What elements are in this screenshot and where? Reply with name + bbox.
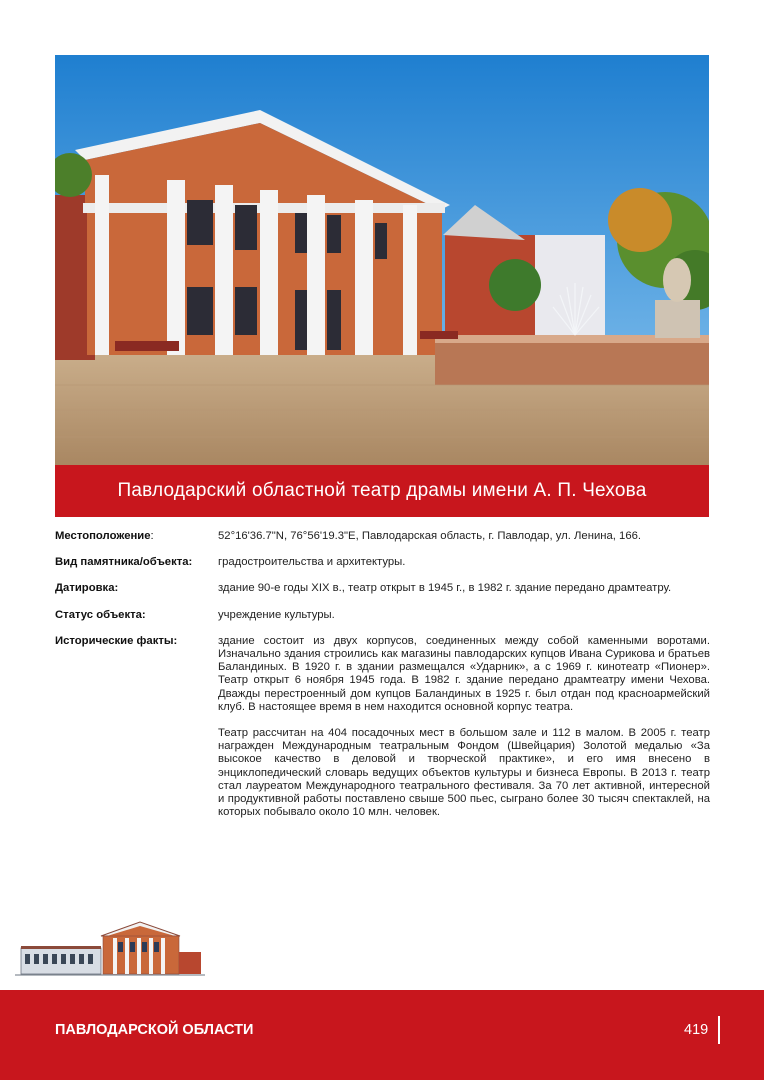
theatre-building-photo-icon	[55, 55, 709, 465]
facts-paragraph: Театр рассчитан на 404 посадочных мест в большом зале и 112 в малом. В 2005 г. театр награжден Международным театральным Фондом (Швейцария) Золотой медалью «За высокое качество в деловой и творческой практике», и его имя внесено в энциклопедический словарь ведущих объектов культуры и бизнеса Европы. В 2013 г. театр стал лауреатом Международного театрального фестиваля. За 70 лет активной, интересной и продуктивной работы поставлено свыше 500 пьес, сыграно более 30 тысяч спектаклей, на которых побывало около 10 млн. человек.	[218, 727, 710, 819]
page-divider	[718, 1016, 720, 1044]
field-label: Вид памятника/объекта:	[55, 556, 193, 569]
object-title: Павлодарский областной театр драмы имени А. П. Чехова	[117, 480, 647, 501]
field-value	[218, 635, 710, 820]
field-label	[55, 530, 218, 543]
title-band	[55, 465, 709, 517]
field-dating	[55, 582, 710, 595]
facts-paragraph: здание состоит из двух корпусов, соединенных между собой каменными воротами. Изначально здания строились как магазины павлодарских купцов Ивана Сурикова и братьев Баландиных. В 1920 г. в здании размещался «Ударник», а с 1969 г. кинотеатр «Пионер». Театр открыт 6 ноября 1945 года. В 1982 г. здание передано драмтеатру имени Чехова. Дважды перестроенный дом купцов Баландиных в 1925 г. был отдан под красноармейский клуб. В настоящее время в нем находится основной корпус театра.	[218, 634, 710, 713]
field-value: градостроительства и архитектуры.	[218, 556, 406, 569]
theatre-logo	[15, 918, 205, 980]
field-label-suffix: :	[150, 530, 154, 542]
field-label: Датировка:	[55, 582, 119, 595]
field-status	[55, 609, 710, 622]
field-label-text: Местоположение	[55, 530, 151, 542]
field-label: Статус объекта:	[55, 608, 146, 621]
field-value: 52°16'36.7"N, 76°56'19.3"E, Павлодарская область, г. Павлодар, ул. Ленина, 166.	[218, 530, 642, 542]
page-number: 419	[684, 1022, 709, 1038]
theatre-photo	[55, 55, 709, 465]
field-location	[55, 530, 710, 543]
field-historical-facts	[55, 635, 710, 820]
field-value: учреждение культуры.	[218, 608, 335, 621]
field-type	[55, 556, 710, 569]
object-info	[55, 530, 710, 832]
field-label: Исторические факты:	[55, 634, 178, 647]
field-value: здание 90-е годы XIX в., театр открыт в 1945 г., в 1982 г. здание передано драмтеатру.	[218, 582, 672, 595]
theatre-sketch-logo-icon	[15, 918, 205, 980]
footer-title: ПАВЛОДАРСКОЙ ОБЛАСТИ	[55, 1022, 254, 1038]
